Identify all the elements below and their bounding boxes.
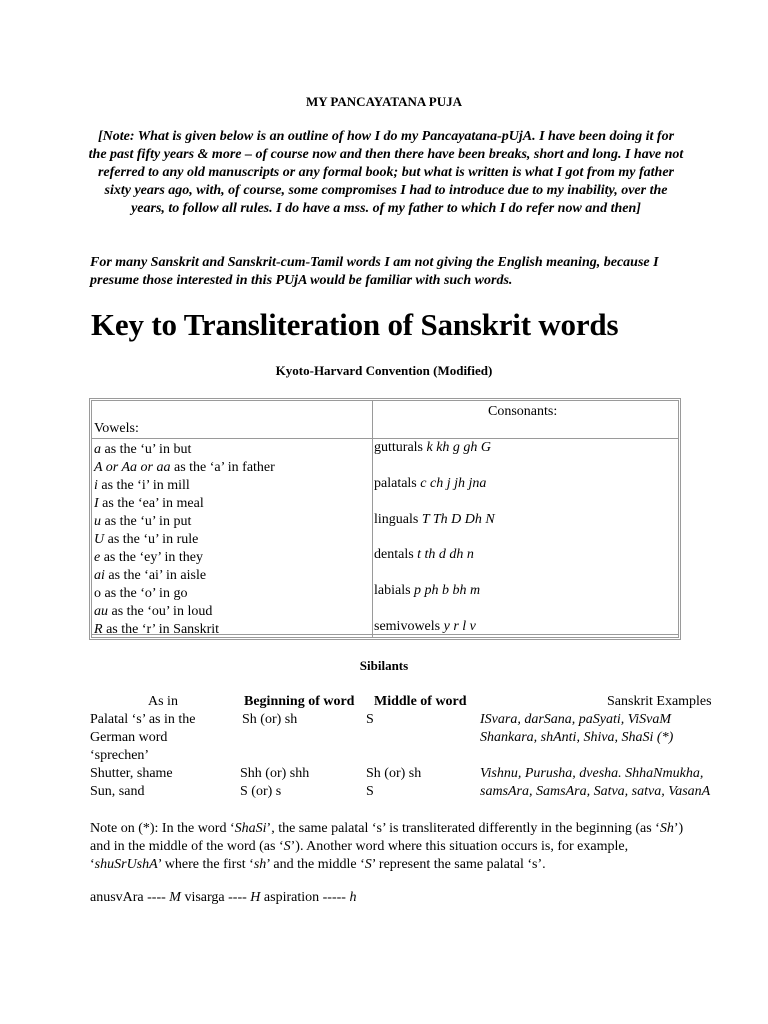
column-divider	[372, 401, 373, 637]
sibilant-beginning: Shh (or) shh	[240, 766, 310, 781]
anusvara-line	[90, 890, 356, 906]
italic-word: ShaSi	[234, 821, 267, 836]
note-on-star-paragraph	[90, 820, 690, 874]
table-inner-border	[91, 400, 679, 638]
vowel-description: as the ‘u’ in put	[101, 514, 192, 529]
page-title: MY PANCAYATANA PUJA	[306, 94, 462, 109]
italic-symbol: H	[250, 890, 261, 905]
text-run: Note on (*): In the word ‘	[90, 821, 235, 836]
consonant-symbols: p ph b bh m	[414, 583, 481, 598]
sibilant-middle: Sh (or) sh	[366, 766, 422, 781]
consonant-row	[374, 439, 491, 457]
text-run: aspiration -----	[260, 890, 350, 905]
vowel-row	[94, 441, 275, 459]
vowel-symbol: U	[94, 532, 105, 547]
section-heading: Key to Transliteration of Sanskrit words	[91, 307, 619, 342]
consonant-symbols: c ch j jh jna	[420, 476, 487, 491]
vowel-description: o as the ‘o’ in go	[94, 586, 188, 601]
consonant-row	[374, 511, 495, 529]
italic-word: shuSrUshA	[94, 857, 158, 872]
sibilant-beginning: S (or) s	[240, 784, 282, 799]
vowel-row	[94, 549, 275, 567]
palatal-as-in	[90, 711, 196, 765]
sibilants-title: Sibilants	[359, 658, 409, 673]
consonant-label: palatals	[374, 476, 421, 491]
as-in-line: Palatal ‘s’ as in the	[90, 712, 196, 727]
vowels-header: Vowels:	[94, 421, 139, 436]
header-examples: Sanskrit Examples	[607, 694, 712, 709]
italic-word: Sh	[659, 821, 674, 836]
vowel-symbol: R	[94, 622, 103, 637]
sibilant-as-in: Sun, sand	[90, 784, 145, 799]
italic-symbol: M	[169, 890, 181, 905]
note-paragraph: [Note: What is given below is an outline of how I do my Pancayatana-pUjA. I have been doing it for the past fifty years & more – of course now and then there have been breaks, short and long. I have not referred to any old manuscripts or any formal book; but what is written is what I got from my father sixty years ago, with, of course, some compromises I had to introduce due to my inability, over the years, to follow all rules. I do have a mss. of my father to which I do refer now and then]	[88, 129, 684, 216]
sibilant-examples: samsAra, SamsAra, Satva, satva, VasanA	[480, 784, 711, 799]
vowel-row	[94, 585, 275, 603]
vowel-description: as the ‘u’ in rule	[104, 532, 199, 547]
vowel-row	[94, 531, 275, 549]
palatal-examples	[480, 711, 673, 747]
vowel-row	[94, 459, 275, 477]
vowel-symbol: I	[94, 496, 99, 511]
vowel-symbol: A or Aa or aa	[94, 460, 171, 475]
vowel-description: as the ‘ou’ in loud	[108, 604, 213, 619]
italic-word: S	[364, 857, 372, 872]
consonant-symbols: T Th D Dh N	[421, 512, 495, 527]
consonant-label: gutturals	[374, 440, 427, 455]
consonant-row	[374, 582, 480, 600]
consonant-symbols: y r l v	[443, 619, 476, 634]
vowel-description: as the ‘i’ in mill	[97, 478, 190, 493]
italic-symbol: h	[349, 890, 357, 905]
text-run: ’ and the middle ‘	[266, 857, 365, 872]
vowel-symbol: au	[94, 604, 108, 619]
italic-word: S	[283, 839, 291, 854]
vowel-list	[94, 441, 275, 639]
consonant-row	[374, 618, 476, 636]
vowel-symbol: e	[94, 550, 101, 565]
text-run: anusvAra ----	[90, 890, 170, 905]
vowel-description: as the ‘u’ in but	[101, 442, 192, 457]
sibilant-middle: S	[366, 784, 374, 799]
example-line: Shankara, shAnti, Shiva, ShaSi (*)	[480, 730, 674, 745]
consonant-label: semivowels	[374, 619, 444, 634]
vowel-description: as the ‘r’ in Sanskrit	[102, 622, 220, 637]
consonant-symbols: t th d dh n	[417, 547, 474, 562]
vowel-description: as the ‘ai’ in aisle	[104, 568, 207, 583]
text-run: ’ represent the same palatal ‘s’.	[371, 857, 546, 872]
consonant-row	[374, 475, 486, 493]
consonant-symbols: k kh g gh G	[426, 440, 492, 455]
text-run: visarga ----	[180, 890, 251, 905]
consonants-header: Consonants:	[488, 404, 558, 419]
header-as-in: As in	[148, 694, 178, 709]
italic-word: sh	[253, 857, 267, 872]
example-line: ISvara, darSana, paSyati, ViSvaM	[480, 712, 672, 727]
vowel-description: as the ‘ea’ in meal	[98, 496, 204, 511]
vowel-row	[94, 477, 275, 495]
vowel-row	[94, 567, 275, 585]
vowel-description: as the ‘a’ in father	[170, 460, 275, 475]
header-beginning: Beginning of word	[244, 694, 355, 709]
vowel-row	[94, 621, 275, 639]
consonant-label: linguals	[374, 512, 422, 527]
sibilant-examples: Vishnu, Purusha, dvesha. ShhaNmukha,	[480, 766, 704, 781]
vowel-row	[94, 603, 275, 621]
vowel-row	[94, 513, 275, 531]
convention-subheading: Kyoto-Harvard Convention (Modified)	[275, 363, 493, 378]
text-run: ’ where the first ‘	[157, 857, 254, 872]
vowel-symbol: u	[94, 514, 101, 529]
palatal-beginning: Sh (or) sh	[242, 712, 298, 727]
palatal-middle: S	[366, 712, 374, 727]
vowel-symbol: a	[94, 442, 101, 457]
vowel-row	[94, 495, 275, 513]
vowel-symbol: i	[94, 478, 98, 493]
as-in-line: ‘sprechen’	[90, 748, 150, 763]
consonant-row	[374, 546, 474, 564]
vowel-symbol: ai	[94, 568, 105, 583]
intro-paragraph: For many Sanskrit and Sanskrit-cum-Tamil words I am not giving the English meaning, because I presume those interested in this PUjA would be familiar with such words.	[90, 255, 659, 288]
vowel-description: as the ‘ey’ in they	[100, 550, 203, 565]
consonant-label: dentals	[374, 547, 418, 562]
transliteration-table	[89, 398, 681, 640]
header-middle: Middle of word	[374, 694, 467, 709]
consonant-label: labials	[374, 583, 415, 598]
text-run: ’, the same palatal ‘s’ is transliterated differently in the beginning (as ‘	[266, 821, 660, 836]
sibilant-as-in: Shutter, shame	[90, 766, 173, 781]
text-run: ’) and in the middle of the word (as ‘	[90, 821, 684, 854]
text-run: ’). Another word where this situation occurs is, for example, ‘	[90, 839, 629, 872]
as-in-line: German word	[90, 730, 168, 745]
